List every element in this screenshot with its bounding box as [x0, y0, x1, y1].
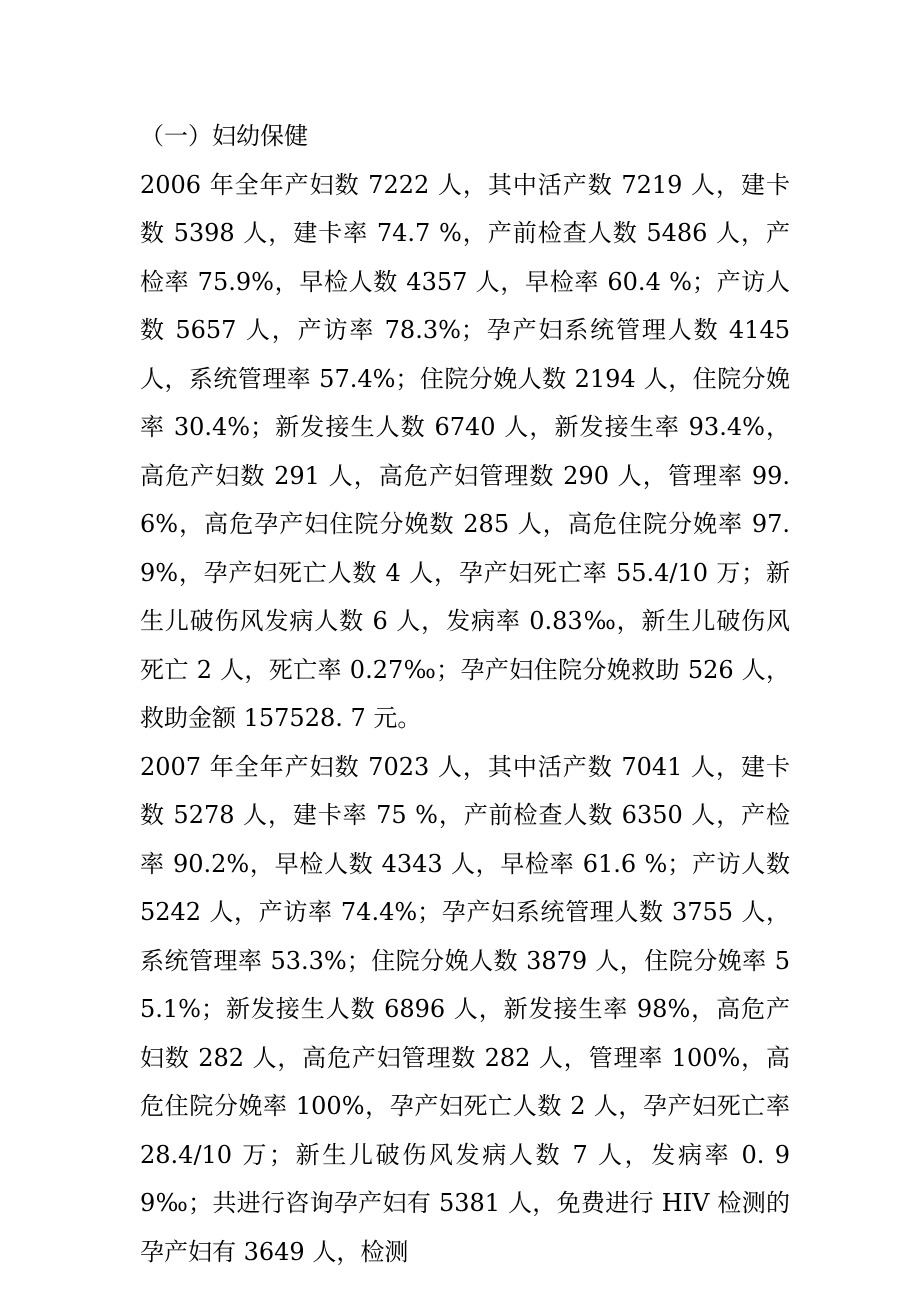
paragraph-2007: 2007 年全年产妇数 7023 人，其中活产数 7041 人，建卡数 5278 人，建卡率 75 %，产前检查人数 6350 人，产检率 90.2%，早检人数 4343 人，早检率 61.6 %；产访人数 5242 人，产访率 74.4%；孕产妇系统管理人数 3755 人，系统管理率 53.3%；住院分娩人数 3879 人，住院分娩率 55.1%；新发接生人数 6896 人，新发接生率 98%，高危产妇数 282 人，高危产妇管理数 282 人，管理率 100%，高危住院分娩率 100%，孕产妇死亡人数 2 人，孕产妇死亡率 28.4/10 万；新生儿破伤风发病人数 7 人，发病率 0. 99‰；共进行咨询孕产妇有 5381 人，免费进行 HIV 检测的孕产妇有 3649 人，检测: [140, 752, 790, 1266]
paragraph-2006: 2006 年全年产妇数 7222 人，其中活产数 7219 人，建卡数 5398 人，建卡率 74.7 %，产前检查人数 5486 人，产检率 75.9%，早检人数 4357 人，早检率 60.4 %；产访人数 5657 人，产访率 78.3%；孕产妇系统管理人数 4145 人，系统管理率 57.4%；住院分娩人数 2194 人，住院分娩率 30.4%；新发接生人数 6740 人，新发接生率 93.4%，高危产妇数 291 人，高危产妇管理数 290 人，管理率 99.6%，高危孕产妇住院分娩数 285 人，高危住院分娩率 97.9%，孕产妇死亡人数 4 人，孕产妇死亡率 55.4/10 万；新生儿破伤风发病人数 6 人，发病率 0.83‰，新生儿破伤风死亡 2 人，死亡率 0.27‰；孕产妇住院分娩救助 526 人，救助金额 157528. 7 元。: [140, 170, 790, 732]
document-body: [140, 112, 790, 1276]
section-heading: （一）妇幼保健: [140, 122, 308, 150]
